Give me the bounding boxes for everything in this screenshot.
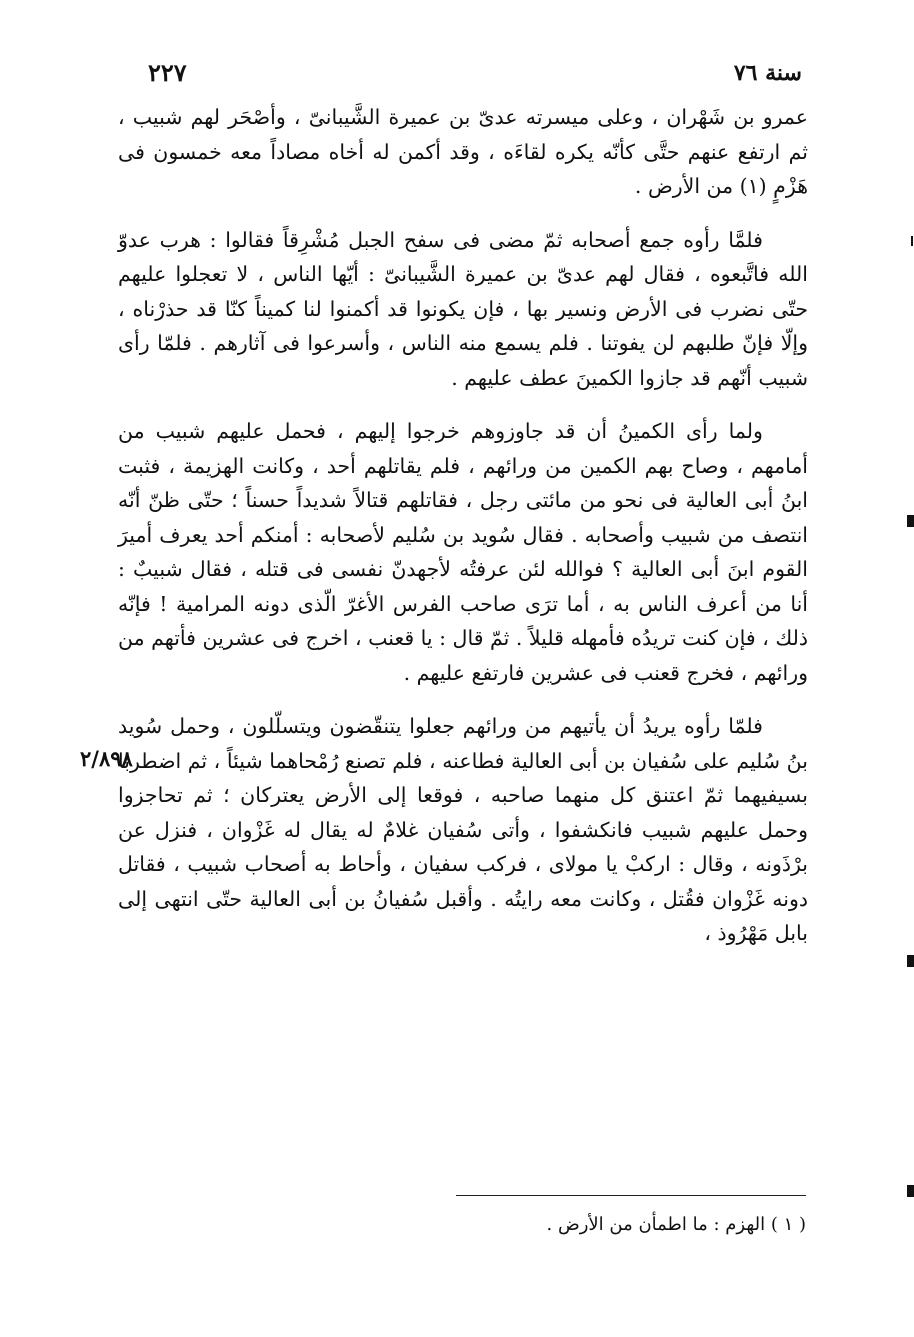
page-number: ٢٢٧ [148, 58, 187, 87]
scan-edge-mark [907, 1185, 914, 1197]
paragraph: فلمَّا رأوه جمع أصحابه ثمّ مضى فى سفح الجبل مُشْرِقاً فقالوا : هرب عدوّ الله فاتَّبعوه ، فقال لهم عدىّ بن عميرة الشَّيبانىّ : أيّها الناس ، لا تعجلوا عليهم حتّى نضرب فى الأرض ونسير بها ، فإن يكونوا قد أكمنوا لنا كميناً كنّا قد حذرْناه ، وإلّا فإنّ طلبهم لن يفوتنا . فلم يسمع منه الناس ، وأسرعوا فى آثارهم . فلمّا رأى شبيب أنّهم قد جازوا الكمينَ عطف عليهم . [118, 227, 808, 390]
footnote: ( ١ ) الهزم : ما اطمأن من الأرض . [546, 1214, 806, 1235]
scan-edge-mark [911, 236, 913, 246]
scan-edge-mark [907, 955, 914, 967]
main-text [118, 100, 808, 970]
paragraph: ولما رأى الكمينُ أن قد جاوزوهم خرجوا إليهم ، فحمل عليهم شبيب من أمامهم ، وصاح بهم الكمين من ورائهم ، فلم يقاتلهم أحد ، وكانت الهزيمة ، فثبت ابنُ أبى العالية فى نحو من مائتى رجل ، فقاتلهم قتالاً شديداً حسناً ؛ حتّى ظنّ أنّه انتصف من شبيب وأصحابه . فقال سُويد بن سُليم لأصحابه : أمنكم أحد يعرف أميرَ القوم ابنَ أبى العالية ؟ فوالله لئن عرفتُه لأجهدنّ نفسى فى قتله ، فقال شبيبٌ : أنا من أعرف الناس به ، أما ترَى صاحب الفرس الأغرّ الّذى دونه المرامية ! فإنّه ذلك ، فإن كنت تريدُه فأمهله قليلاً . ثمّ قال : يا قعنب ، اخرج فى عشرين فأتهم من ورائهم ، فخرج قعنب فى عشرين فارتفع عليهم . [118, 419, 808, 685]
paragraph: فلمّا رأوه يريدُ أن يأتيهم من ورائهم جعلوا يتنقّضون ويتسلّلون ، وحمل سُويد بنُ سُليم على سُفيان بن أبى العالية فطاعنه ، فلم تصنع رُمْحاهما شيئاً ، ثم اضطربا بسيفيهما ثمّ اعتنق كل منهما صاحبه ، فوقعا إلى الأرض يعتركان ؛ ثم تحاجزوا وحمل عليهم شبيب فانكشفوا ، وأتى سُفيان غلامٌ له يقال له غَزْوان ، فنزل عن برْذَونه ، وقال : اركبْ يا مولاى ، فركب سفيان ، وأحاط به أصحاب شبيب ، فقاتل دونه غَزْوان فقُتل ، وكانت معه رايتُه . وأقبل سُفيانُ بن أبى العالية حتّى انتهى إلى بابل مَهْرُوذ ، [118, 714, 808, 945]
footnote-divider [456, 1195, 806, 1196]
scan-edge-mark [907, 515, 914, 527]
paragraph: عمرو بن شَهْران ، وعلى ميسرته عدىّ بن عميرة الشَّيبانىّ ، وأصْحَر لهم شبيب ، ثم ارتفع عنهم حتَّى كأنّه يكره لقاءَه ، وقد أكمن له أخاه مصاداً معه خمسون فى هَزْمٍ (١) من الأرض . [118, 105, 808, 198]
margin-page-reference: ٢/٨٩٨ [80, 746, 133, 771]
running-title: سنة ٧٦ [733, 60, 802, 86]
